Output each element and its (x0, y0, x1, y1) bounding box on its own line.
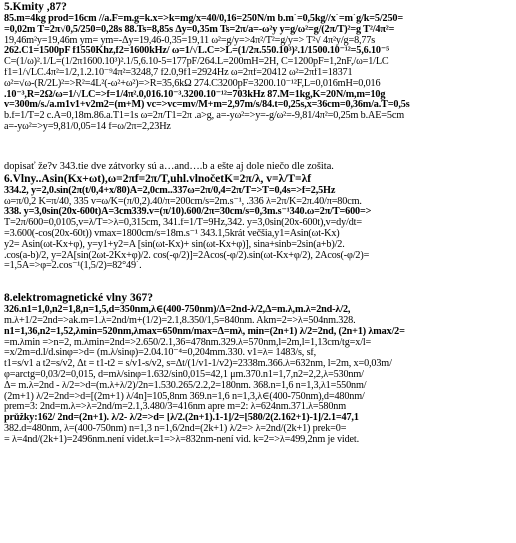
text-line: .10⁻³,R=2Ω/ω=1/√LC=>f=1/4π².0,016.10⁻³.3200.10⁻¹²=703kHz 87.M=1kg,K=20N/m,m=10g (4, 89, 386, 100)
section-title-em: 8.elektromagnetické vlny 367? (4, 292, 153, 305)
text-line: t1=s/v1 a t2=s/v2, Δt = t1-t2 = s/v1-s/v2, s=Δt/(1/v1-1/v2)=2338m.366.λ=632nm, l=2m, x=0,03m/ (4, 359, 392, 370)
text-line: f1=1/√LC.4π²=1/2,1.2.10⁻⁹4π²=3248,7 f2.0,9f1=2924Hz ω=2πf=20412 ω²=2πf1=18371 (4, 67, 353, 78)
text-line: ω²=√ω-(R/2L)²=>R²=4L²(-ω²+ω²)=>R=35,6kΩ 274.C3200pF=3200.10⁻¹²F,L=0,016mH=0,016 (4, 78, 381, 89)
section-title-vlny: 6.Vlny..Asin(Kx+ωt),ω=2πf=2π/T,uhl.vlnočetK=2π/λ, v=λ/T=λf (4, 172, 312, 185)
section-kmity (4, 1, 514, 133)
handwritten-note: dopisať že?v 343.tie dve zátvorky sú a…and….b a ešte aj dole niečo dle zošita. (4, 160, 334, 172)
text-line: T=2π/600=0,0105,v=λ/T=>λ=0,315cm, 341.f=1/T=9Hz,342. y=3,0sin(20x-600t),v=dy/dt= (4, 218, 362, 229)
text-line: =1,5A=>φ=2.cos⁻¹(1,5/2)=82°49´. (4, 261, 142, 272)
text-line: =0,02m T=2π√0,5/250=0,28s 88.Ts=8,85s Δy=0,35m Ts=2π/a=-ω²y y=g/ω²=g/(2π/T)²=g T²/4π²= (4, 24, 395, 35)
text-line: 19,46m²y=19,46m ym= ym=-Δy=19,46-0,35=19,11 ω²=g/y=>4π²/T²=g/y=> T²√ 4π²y/g=8,77s (4, 35, 376, 46)
text-line: ω=π/0,2 K=π/40, 335 v=ω/K=(π/0,2).40/π=200cm/s=2m.s⁻¹, .336 λ=2π/K=2π.40/π=80cm. (4, 196, 362, 207)
text-line: a=-yω²=>y=9,81/0,05=14 f=ω/2π=2,23Hz (4, 121, 171, 132)
text-line: (2m+1) λ/2=2nd=>d=[(2m+1) λ/4n]=105,8nm 369.n=1,6 n=1,3,λ∈(400-750nm),d=480nm/ (4, 391, 365, 402)
text-line: v=300m/s./a.m1v1+v2m2=(m+M) vc=>vc=mv/M+m=2,97m/s/84.t=0,25s,x=36cm=0,36m/a.T=0,5s (4, 100, 410, 111)
text-line: .cos(a-b)/2, y=2A[sin(2ωt-2Kx+φ)/2. cos(-φ/2)]=2Acos(-φ/2).sin(ωt-Kx+φ/2), 2Acos(-φ/2)= (4, 250, 370, 261)
text-line: 85.m=4kg prod=16cm //a.F=m.g=k.x=>k=mg/x=40/0,16=250N/m b.m´=0,5kg//x´=m´g/k=5/250= (4, 14, 404, 24)
spacer (4, 133, 514, 161)
text-line: =m.λmin =>n=2, m.λmin=2nd=>2.650/2.1,36=478nm.329.λ=570nm,l=2m,l=1,13cm/tg=x/l= (4, 337, 372, 348)
section-vlny (4, 173, 514, 272)
text-line: 326.n1=1,0,n2=1,8,n=1,5,d=350nm,λ∈(400-750nm)/Δ=2nd-λ/2,Δ=m.λ,m.λ=2nd-λ/2, (4, 305, 351, 316)
text-line: prem=3: 2nd=m.λ=>λ=2nd/m=2.1,3.480/3=416nm apre m=2: λ=624nm.371.λ=580nm (4, 402, 347, 413)
text-line: =3.600(-cos(20x-60t)) vmax=1800cm/s=18m.s⁻¹ 343.1,5krát večšia,y1=Asin(ωt-Kx) (4, 228, 340, 239)
document-page (4, 1, 514, 446)
section-title-kmity: 5.Kmity ,87? (4, 1, 67, 13)
section-em (4, 292, 514, 445)
text-line: C=(1/ω)².1/L=(1/2π1600.10³)².1/5,6.10-5=177pF/264.L=200mH=2H, C=1200pF=1,2nF,/ω=1/LC (4, 57, 389, 68)
text-line: 262.C1=1500pF f1550Khz,f2=1600kHz/ ω=1/√L.C=>L=(1/2π.550.10³)².1/1500.10⁻¹²=5,6.10⁻⁵ (4, 46, 390, 57)
text-line: 334.2, y=2,0.sin(2π(t/0,4+x/80)A=2,0cm..337ω=2π/0,4=2π/T=>T=0,4s=>f=2,5Hz (4, 185, 336, 196)
text-line: průžky:162/ 2nd=(2n+1). λ/2- λ/2=>d= [λ/2.(2n+1).1-1]/2=[580/2(2.162+1)-1]/2.1=47,1 (4, 413, 359, 424)
spacer (4, 272, 514, 292)
text-line: Δ= m.λ=2nd - λ/2=>d=(m.λ+λ/2)/2n=1.530.265/2.2,2=180nm. 368.n=1,6 n=1,3,λ1=550nm/ (4, 380, 367, 391)
text-line: φ=arctg=0,03/2=0,015, d=mλ/sinφ=1.632/sin0,015=42,1 μm.370.n1=1,7,n2=2,2,λ=530nm/ (4, 369, 364, 380)
text-line: 382.d=480nm, λ=(400-750nm) n=1,3 n=1,6/2nd=(2k+1) λ/2=> λ=2nd/(2k+1) prek=0= (4, 423, 347, 434)
text-line: b.f=1/T=2 c.A=0,18m.86.a.T1=1s ω=2π/T1=2π .a>g, a=-yω²=>y=-g/ω²=-9,81/4π²=0,25m b.AE=5cm (4, 111, 404, 122)
text-line: m.λ+1/2=2nd=>ak.m=1.λ=2nd/m+(1/2)=2.1,8.350/1,5=840nm. Akm=2=>λ=504nm.328. (4, 315, 356, 326)
text-line: y2= Asin(ωt-Kx+φ), y=y1+y2=A [sin(ωt-Kx)+ sin(ωt-Kx+φ)], sina+sinb=2sin(a+b)/2. (4, 239, 345, 250)
text-line: n1=1,36,n2=1,52,λmin=520nm,λmax=650nm/max=Δ=mλ, min=(2n+1) λ/2=2nd, (2n+1) λmax/2= (4, 326, 405, 337)
text-line: 338. y=3,0sin(20x-600t)A=3cm339.v=(π/10).600/2π=30cm/s=0,3m.s⁻¹340.ω=2π/T=600=> (4, 207, 372, 218)
text-line: = λ=4nd/(2k+1)=2496nm.není videt.k=1=>λ=832nm-není vid. k=2=>λ=499,2nm je videt. (4, 434, 359, 445)
text-line: =x/2m=d.l/d.sinφ=>d= (m.λ/sinφ)=2.04.10⁻⁴=0,204mm.330. v1=λ= 1483/s, sf, (4, 348, 317, 359)
